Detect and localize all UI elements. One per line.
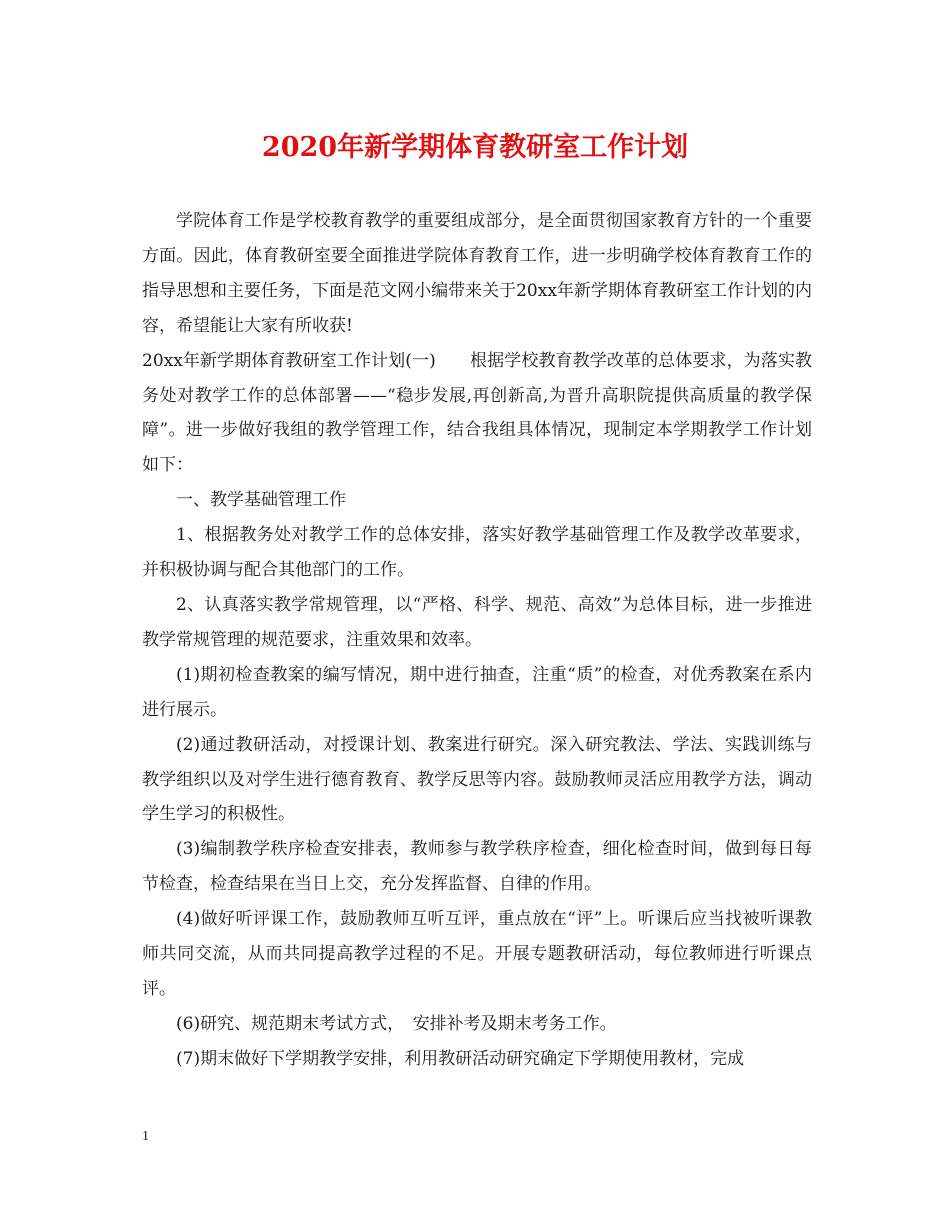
- paragraph-plan-one: 20xx年新学期体育教研室工作计划(一) 根据学校教育教学改革的总体要求，为落实教务处对教学工作的总体部署——“稳步发展,再创新高,为晋升高职院提供高质量的教学保障”。进一步做好我组的教学管理工作，结合我组具体情况，现制定本学期教学工作计划如下：: [142, 350, 812, 476]
- paragraph-item-2: 2、认真落实教学常规管理，以“严格、科学、规范、高效”为总体目标，进一步推进教学常规管理的规范要求，注重效果和效率。: [142, 594, 812, 650]
- paragraph-subitem-7: (7)期末做好下学期教学安排，利用教研活动研究确定下学期使用教材，完成: [176, 1048, 745, 1069]
- paragraph-subitem-4: (4)做好听评课工作，鼓励教师互听互评，重点放在“评”上。听课后应当找被听课教师共同交流，从而共同提高教学过程的不足。开展专题教研活动，每位教师进行听课点评。: [142, 909, 812, 999]
- paragraph-subitem-6: (6)研究、规范期末考试方式， 安排补考及期末考务工作。: [176, 1013, 617, 1034]
- document-body: [142, 204, 812, 1077]
- document-title: 2020年新学期体育教研室工作计划: [261, 132, 689, 163]
- section-heading-basic-management: 一、教学基础管理工作: [176, 490, 346, 511]
- paragraph-item-1: 1、根据教务处对教学工作的总体安排，落实好教学基础管理工作及教学改革要求，并积极协调与配合其他部门的工作。: [142, 525, 812, 581]
- paragraph-subitem-3: (3)编制教学秩序检查安排表，教师参与教学秩序检查，细化检查时间，做到每日每节检查，检查结果在当日上交，充分发挥监督、自律的作用。: [142, 839, 812, 895]
- page-number: 1: [142, 1129, 149, 1144]
- paragraph-subitem-1: (1)期初检查教案的编写情况，期中进行抽查，注重“质”的检查，对优秀教案在系内进行展示。: [142, 664, 812, 720]
- paragraph-intro: 学院体育工作是学校教育教学的重要组成部分，是全面贯彻国家教育方针的一个重要方面。因此，体育教研室要全面推进学院体育教育工作，进一步明确学校体育教育工作的指导思想和主要任务，下面是范文网小编带来关于20xx年新学期体育教研室工作计划的内容，希望能让大家有所收获!: [142, 211, 812, 336]
- paragraph-subitem-2: (2)通过教研活动，对授课计划、教案进行研究。深入研究教法、学法、实践训练与教学组织以及对学生进行德育教育、教学反思等内容。鼓励教师灵活应用教学方法，调动学生学习的积极性。: [142, 734, 812, 825]
